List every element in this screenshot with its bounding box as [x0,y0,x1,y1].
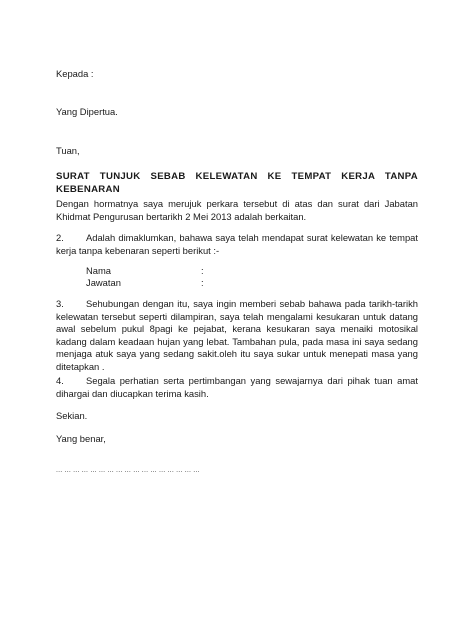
subject-line-2: KEBENARAN [56,184,120,195]
paragraph-2 [56,232,418,257]
subject-line-1: SURAT TUNJUK SEBAB KELEWATAN KE TEMPAT KERJA TANPA [56,171,418,182]
recipient-title: Yang Dipertua. [56,106,118,117]
paragraph-3-text: Sehubungan dengan itu, saya ingin memberi sebab bahawa pada tarikh-tarikh kelewatan tersebut seperti dilampiran, saya telah mengalami kesukaran untuk datang awal sebelum pukul 8pagi ke pejabat, kerana kesukaran saya menaiki motosikal kadang dalam keadaan hujan yang lebat. Tambahan pula, pada masa ini saya sedang menjaga atuk saya yang sedang sakit.oleh itu saya sukar untuk menepati masa yang ditetapkan . [56,298,418,372]
paragraph-4-text: Segala perhatian serta pertimbangan yang sewajarnya dari pihak tuan amat dihargai dan diucapkan terima kasih. [56,375,418,399]
closing-sekian: Sekian. [56,410,88,421]
paragraph-3 [56,298,418,373]
closing-yang-benar: Yang benar, [56,433,106,444]
field-position-colon: : [201,277,204,288]
field-name-label: Nama [86,265,112,276]
signature-line: ... ... ... ... ... ... ... ... ... ... ... ... ... ... ... ... ... [56,467,200,474]
paragraph-2-text: Adalah dimaklumkan, bahawa saya telah mendapat surat kelewatan ke tempat kerja tanpa kebenaran seperti berikut :- [56,232,418,256]
paragraph-4 [56,375,418,400]
recipient-label: Kepada : [56,68,94,79]
field-name-colon: : [201,265,204,276]
paragraph-intro: Dengan hormatnya saya merujuk perkara tersebut di atas dan surat dari Jabatan Khidmat Pengurusan bertarikh 2 Mei 2013 adalah berkaitan. [56,198,418,222]
field-position-label: Jawatan [86,277,121,288]
salutation: Tuan, [56,145,80,156]
subject-title [56,170,418,196]
paragraph-4-number: 4. [56,375,64,386]
paragraph-3-number: 3. [56,298,64,309]
paragraph-2-number: 2. [56,232,64,243]
